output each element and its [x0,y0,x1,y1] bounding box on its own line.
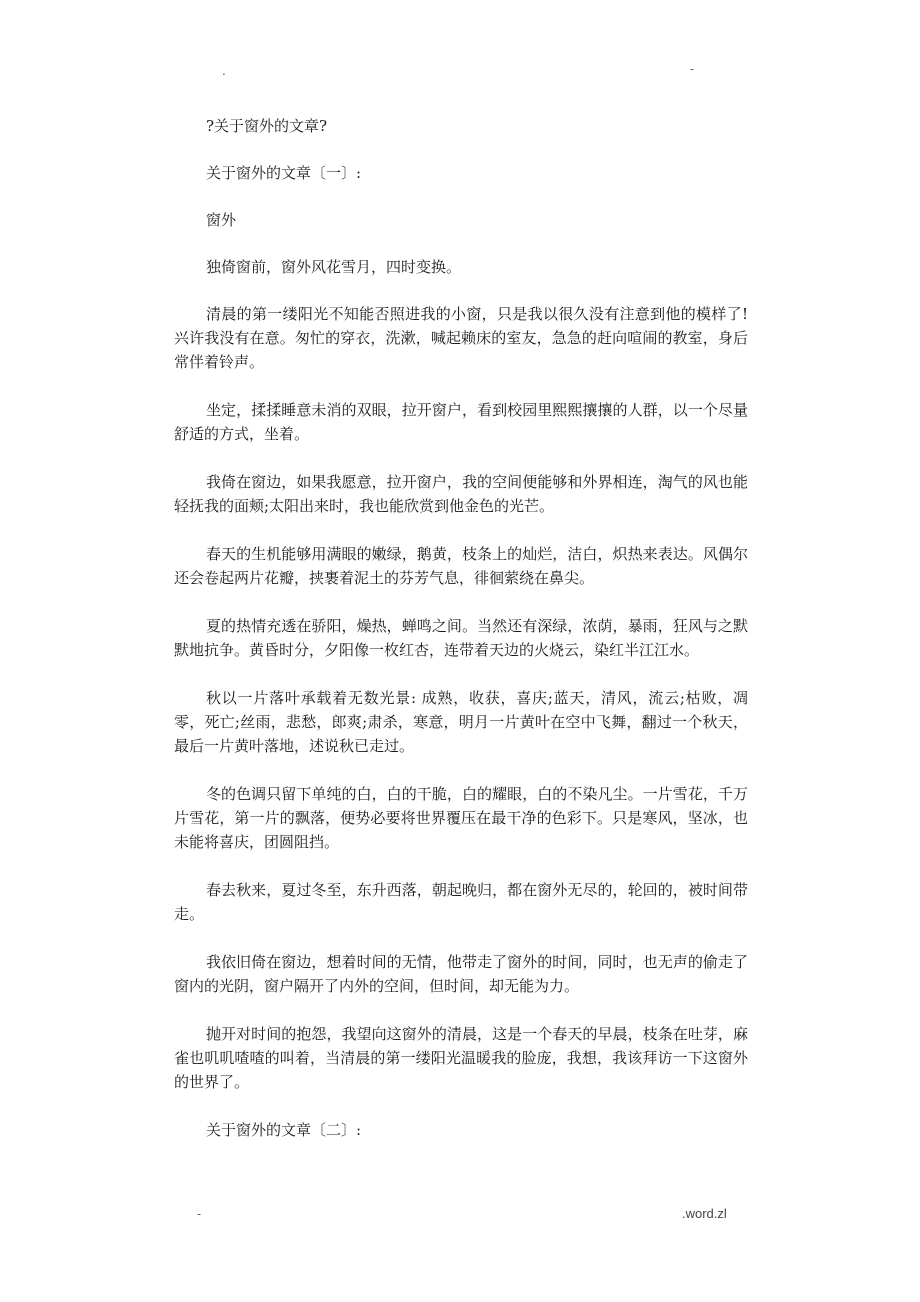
paragraph: 我依旧倚在窗边，想着时间的无情，他带走了窗外的时间，同时，也无声的偷走了窗内的光阴，窗户隔开了内外的空间，但时间，却无能为力。 [174,953,748,995]
paragraph: 秋以一片落叶承载着无数光景: 成熟，收获，喜庆;蓝天，清风，流云;枯败，凋零，死亡;丝雨，悲愁，郎爽;肃杀，寒意，明月一片黄叶在空中飞舞，翻过一个秋天，最后一片黄叶落地，述说秋已走过。 [174,689,748,755]
footer-watermark: .word.zl [682,1206,727,1221]
paragraph: 春去秋来，夏过冬至，东升西落，朝起晚归，都在窗外无尽的，轮回的，被时间带走。 [174,881,748,923]
paragraph: 冬的色调只留下单纯的白，白的干脆，白的耀眼，白的不染凡尘。一片雪花，千万片雪花，第一片的飘落，便势必要将世界覆压在最干净的色彩下。只是寒风，坚冰，也未能将喜庆，团圆阻挡。 [174,785,748,851]
section-heading-1: 关于窗外的文章〔一〕: [206,164,362,182]
paragraph: 春天的生机能够用满眼的嫩绿，鹅黄，枝条上的灿烂，洁白，炽热来表达。风偶尔还会卷起两片花瓣，挟裹着泥土的芬芳气息，徘徊萦绕在鼻尖。 [174,545,748,587]
paragraph: 清晨的第一缕阳光不知能否照进我的小窗，只是我以很久没有注意到他的模样了!兴许我没有在意。匆忙的穿衣，洗漱，喊起赖床的室友，急急的赶向喧闹的教室，身后常伴着铃声。 [174,305,748,371]
document-title: ?关于窗外的文章? [206,117,328,135]
document-body [174,114,748,1165]
paragraph: 独倚窗前，窗外风花雪月，四时变换。 [206,258,462,276]
paragraph: 我倚在窗边，如果我愿意，拉开窗户，我的空间便能够和外界相连，淘气的风也能轻抚我的面颊;太阳出来时，我也能欣赏到他金色的光芒。 [174,473,748,515]
header-right-mark: - [690,62,695,76]
essay-title: 窗外 [206,211,237,229]
paragraph: 坐定，揉揉睡意未消的双眼，拉开窗户，看到校园里熙熙攘攘的人群，以一个尽量舒适的方式，坐着。 [174,401,748,443]
footer-left-mark: - [197,1207,202,1221]
section-heading-2: 关于窗外的文章〔二〕: [206,1121,362,1139]
paragraph: 夏的热情充透在骄阳，燥热，蝉鸣之间。当然还有深绿，浓荫，暴雨，狂风与之默默地抗争。黄昏时分，夕阳像一枚红杏，连带着天边的火烧云，染红半江江水。 [174,617,748,659]
header-left-mark: . [222,64,226,78]
paragraph: 抛开对时间的抱怨，我望向这窗外的清晨，这是一个春天的早晨，枝条在吐芽，麻雀也叽叽喳喳的叫着，当清晨的第一缕阳光温暖我的脸庞，我想，我该拜访一下这窗外的世界了。 [174,1025,748,1091]
